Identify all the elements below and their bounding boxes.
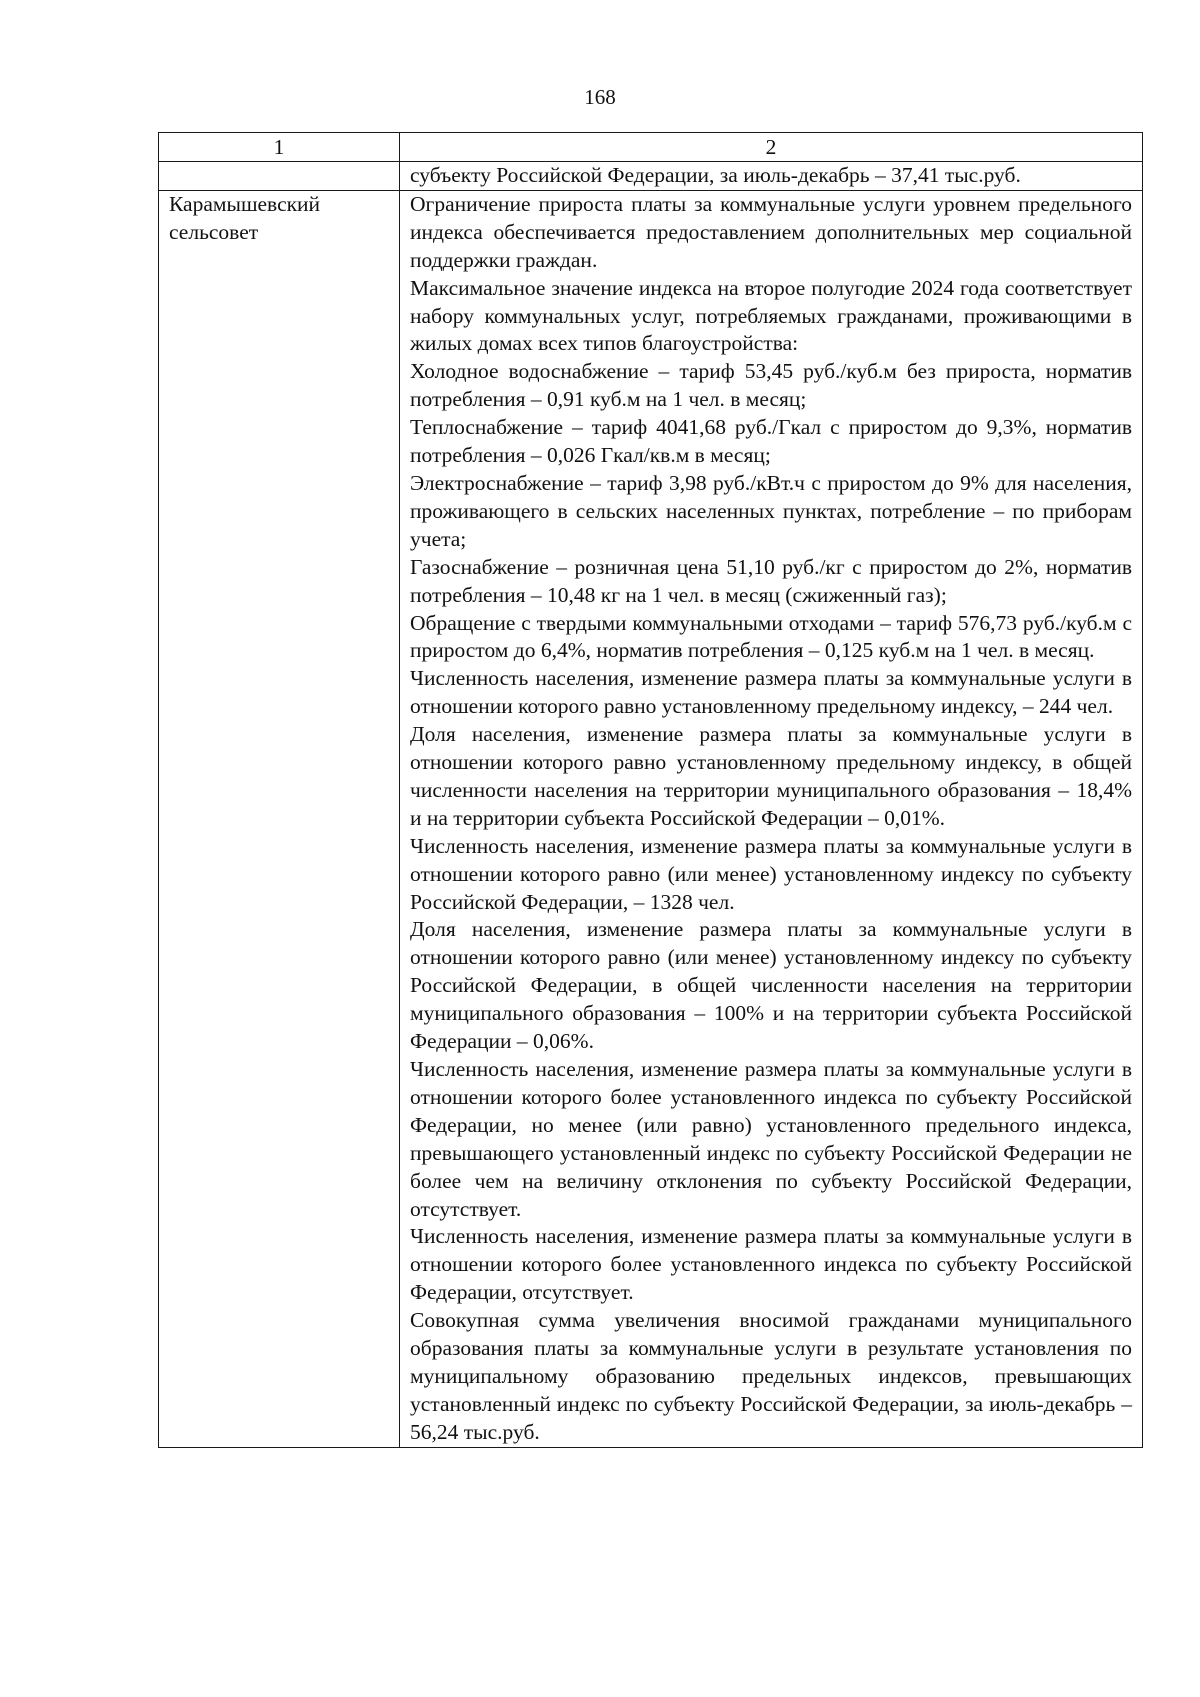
paragraph-limit: Ограничение прироста платы за коммунальные услуги уровнем предельного индекса обеспечивается предоставлением дополнительных мер социальной поддержки граждан.	[410, 191, 1132, 272]
column-header-2: 2	[400, 133, 1143, 162]
table-row	[159, 190, 1143, 1447]
description-cell	[400, 190, 1143, 1447]
paragraph-electricity: Электроснабжение – тариф 3,98 руб./кВт.ч с приростом до 9% для населения, проживающего в сельских населенных пунктах, потребление – по приборам учета;	[410, 470, 1132, 551]
continuation-empty-cell	[159, 162, 400, 191]
paragraph-gas: Газоснабжение – розничная цена 51,10 руб./кг с приростом до 2%, норматив потребления – 10,48 кг на 1 чел. в месяц (сжиженный газ);	[410, 554, 1132, 607]
page-number: 168	[584, 85, 616, 109]
paragraph-population-equal: Численность населения, изменение размера платы за коммунальные услуги в отношении которого равно установленному предельному индексу, – 244 чел.	[410, 666, 1132, 719]
paragraph-population-less: Численность населения, изменение размера платы за коммунальные услуги в отношении которого равно (или менее) установленному индексу по субъекту Российской Федерации, – 1328 чел.	[410, 833, 1132, 914]
paragraph-waste: Обращение с твердыми коммунальными отходами – тариф 576,73 руб./куб.м с приростом до 6,4%, норматив потребления – 0,125 куб.м на 1 чел. в месяц.	[410, 610, 1132, 663]
paragraph-population-more: Численность населения, изменение размера платы за коммунальные услуги в отношении которого более установленного индекса по субъекту Российской Федерации, отсутствует.	[410, 1224, 1132, 1305]
municipality-name: Карамышевский сельсовет	[159, 190, 400, 1447]
paragraph-share-less: Доля населения, изменение размера платы за коммунальные услуги в отношении которого равно (или менее) установленному индексу по субъекту Российской Федерации, в общей численности населения на территории муниципального образования – 100% и на территории субъекта Российской Федерации – 0,06%.	[410, 917, 1132, 1054]
continuation-row	[159, 162, 1143, 191]
table-header-row	[159, 133, 1143, 162]
paragraph-max-index: Максимальное значение индекса на второе полугодие 2024 года соответствует набору коммунальных услуг, потребляемых гражданами, проживающими в жилых домах всех типов благоустройства:	[410, 275, 1132, 356]
paragraph-population-deviation: Численность населения, изменение размера платы за коммунальные услуги в отношении которого более установленного индекса по субъекту Российской Федерации, но менее (или равно) установленного предельного индекса, превышающего установленный индекс по субъекту Российской Федерации не более чем на величину отклонения по субъекту Российской Федерации, отсутствует.	[410, 1057, 1132, 1221]
tariff-table	[158, 132, 1143, 1448]
column-header-1: 1	[159, 133, 400, 162]
paragraph-share-equal: Доля населения, изменение размера платы за коммунальные услуги в отношении которого равно установленному предельному индексу, в общей численности населения на территории муниципального образования – 18,4% и на территории субъекта Российской Федерации – 0,01%.	[410, 722, 1132, 830]
continuation-text: субъекту Российской Федерации, за июль-декабрь – 37,41 тыс.руб.	[410, 163, 1021, 187]
paragraph-total-sum: Совокупная сумма увеличения вносимой гражданами муниципального образования платы за коммунальные услуги в результате установления по муниципальному образованию предельных индексов, превышающих установленный индекс по субъекту Российской Федерации, за июль-декабрь – 56,24 тыс.руб.	[410, 1308, 1132, 1444]
paragraph-heating: Теплоснабжение – тариф 4041,68 руб./Гкал с приростом до 9,3%, норматив потребления – 0,026 Гкал/кв.м в месяц;	[410, 415, 1132, 468]
continuation-cell	[400, 162, 1143, 191]
paragraph-cold-water: Холодное водоснабжение – тариф 53,45 руб./куб.м без прироста, норматив потребления – 0,91 куб.м на 1 чел. в месяц;	[410, 359, 1132, 412]
